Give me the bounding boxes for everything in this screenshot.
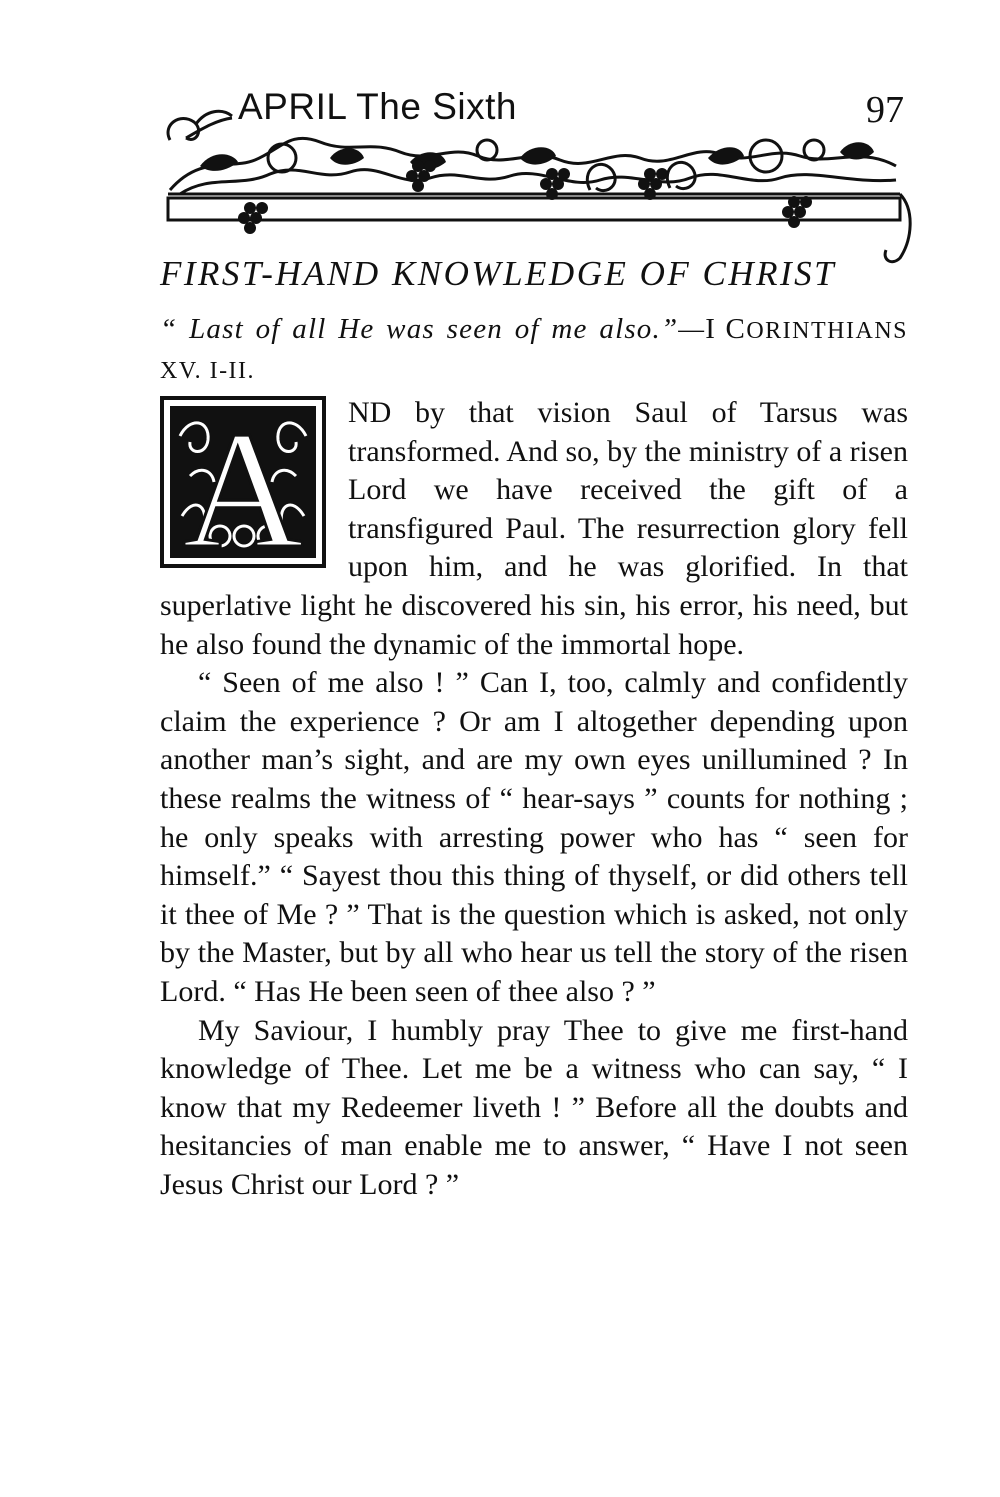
entry-title: FIRST-HAND KNOWLEDGE OF CHRIST bbox=[160, 254, 837, 293]
drop-cap-spacer bbox=[160, 394, 348, 584]
epigraph-quote: “ Last of all He was seen of me also.”— bbox=[160, 313, 706, 345]
epigraph-ref-rest: ORINTHIANS XV. I-II. bbox=[160, 318, 909, 384]
paragraph-1: ND by that vision Saul of Tarsus was transformed. And so, by the ministry of a risen Lord we have received the gift of a transfigured Paul. The resurrection glory fell upon him, and he was glorified. In that superlative light he discovered his sin, his error, his need, but he also found the dynamic of the immortal hope. bbox=[160, 396, 908, 661]
entry-body bbox=[160, 394, 908, 1204]
paragraph-3: My Saviour, I humbly pray Thee to give me first-hand knowledge of Thee. Let me be a witness who can say, “ I know that my Redeemer liveth ! ” Before all the doubts and hesitancies of man enable me to answer, “ Have I not seen Jesus Christ our Lord ? ” bbox=[160, 1013, 908, 1201]
paragraph-2: “ Seen of me also ! ” Can I, too, calmly and confidently claim the experience ? Or am I altogether depending upon another man’s sight, and are my own eyes unillumined ? In these realms the witness of “ hear-says ” counts for nothing ; he only speaks with arresting power who has “ seen for himself.” “ Sayest thou this thing of thyself, or did others tell it thee of Me ? ” That is the question which is asked, not only by the Master, but by all who hear us tell the story of the risen Lord. “ Has He been seen of thee also ? ” bbox=[160, 666, 908, 1008]
drop-cap-letter: A bbox=[182, 397, 304, 568]
vine-ornament bbox=[160, 100, 912, 280]
running-head: APRIL The Sixth bbox=[238, 86, 517, 127]
epigraph bbox=[160, 310, 908, 390]
epigraph-ref-number: I bbox=[705, 313, 715, 345]
epigraph-ref-initial: C bbox=[725, 313, 747, 345]
page-number: 97 bbox=[866, 89, 904, 131]
